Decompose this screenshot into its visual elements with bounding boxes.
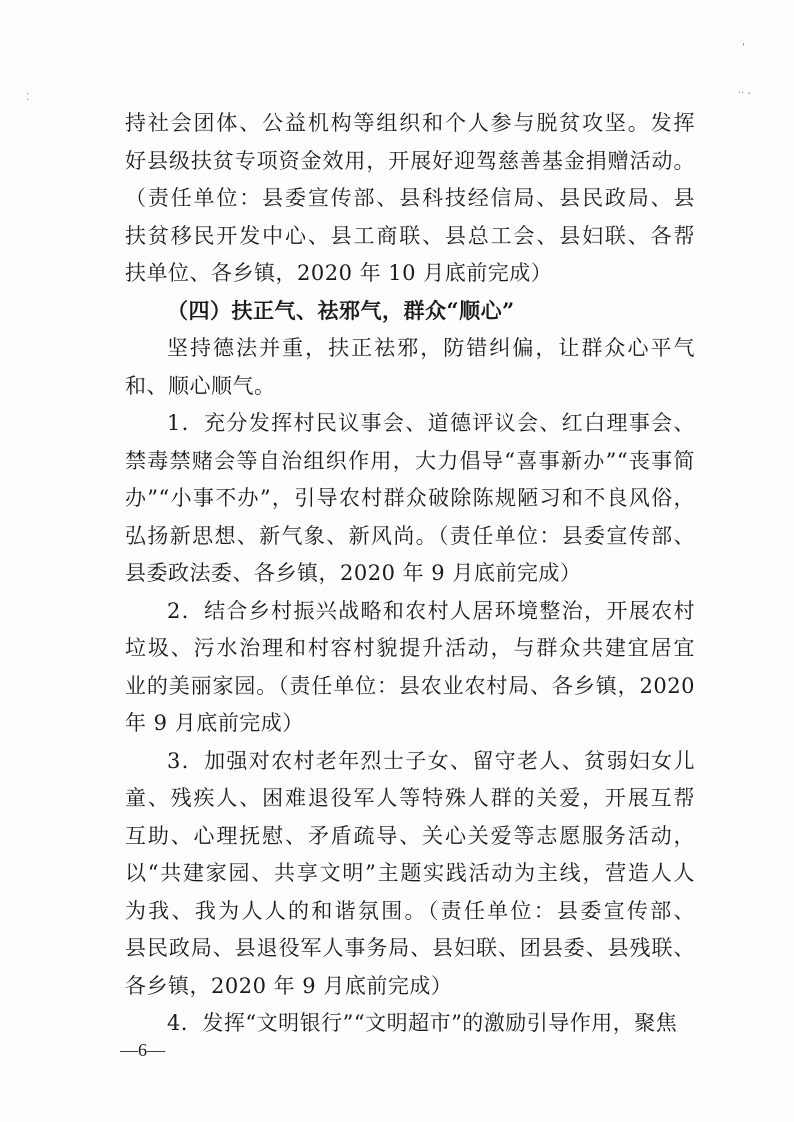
scan-speck: ⁚ bbox=[26, 92, 30, 103]
list-item-3-first-line: 3．加强对农村老年烈士子女、留守老人、贫弱妇女儿 bbox=[167, 748, 695, 773]
text-line: 办”“小事不办”，引导农村群众破除陈规陋习和不良风俗， bbox=[125, 486, 695, 510]
text-line: 县民政局、县退役军人事务局、县妇联、团县委、县残联、 bbox=[125, 936, 695, 960]
text-line: 互助、心理抚慰、矛盾疏导、关心关爱等志愿服务活动， bbox=[125, 823, 695, 848]
scan-speck: ·· - bbox=[738, 88, 752, 99]
text-line: 垃圾、污水治理和村容村貌提升活动，与群众共建宜居宜 bbox=[125, 636, 695, 660]
text-line: 弘扬新思想、新气象、新风尚。（责任单位：县委宣传部、 bbox=[125, 523, 695, 548]
list-item-4-first-line: 4．发挥“文明银行”“文明超市”的激励引导作用，聚焦 bbox=[167, 1011, 678, 1035]
text-line: 和、顺心顺气。 bbox=[125, 373, 276, 398]
text-line: 禁毒禁赌会等自治组织作用，大力倡导“喜事新办”“丧事简 bbox=[125, 448, 695, 473]
text-line: 以“共建家园、共享文明”主题实践活动为主线，营造人人 bbox=[125, 861, 695, 885]
text-line: 扶单位、各乡镇，2020 年 10 月底前完成） bbox=[125, 261, 553, 285]
body-text bbox=[125, 108, 695, 1046]
text-line: 业的美丽家园。（责任单位：县农业农村局、各乡镇，2020 bbox=[125, 673, 695, 698]
page-number: —6— bbox=[120, 1040, 165, 1060]
text-line: 好县级扶贫专项资金效用，开展好迎驾慈善基金捐赠活动。 bbox=[125, 148, 695, 173]
text-line: 持社会团体、公益机构等组织和个人参与脱贫攻坚。发挥 bbox=[125, 111, 695, 135]
text-line: 为我、我为人人的和谐氛围。（责任单位：县委宣传部、 bbox=[125, 898, 695, 923]
list-item-2-first-line: 2．结合乡村振兴战略和农村人居环境整治，开展农村 bbox=[167, 598, 695, 623]
section-heading: （四）扶正气、祛邪气，群众“顺心” bbox=[167, 297, 515, 323]
text-line: （责任单位：县委宣传部、县科技经信局、县民政局、县 bbox=[125, 186, 695, 210]
text-line: 年 9 月底前完成） bbox=[125, 711, 304, 735]
text-line: 童、残疾人、困难退役军人等特殊人群的关爱，开展互帮 bbox=[125, 786, 695, 810]
list-item-1-first-line: 1．充分发挥村民议事会、道德评议会、红白理事会、 bbox=[167, 411, 695, 435]
scan-speck: ' bbox=[742, 42, 745, 53]
text-line: 县委政法委、各乡镇，2020 年 9 月底前完成） bbox=[125, 561, 582, 585]
text-line: 各乡镇，2020 年 9 月底前完成） bbox=[125, 973, 453, 998]
paragraph-first-line: 坚持德法并重，扶正祛邪，防错纠偏，让群众心平气 bbox=[167, 336, 695, 360]
text-line: 扶贫移民开发中心、县工商联、县总工会、县妇联、各帮 bbox=[125, 223, 695, 248]
